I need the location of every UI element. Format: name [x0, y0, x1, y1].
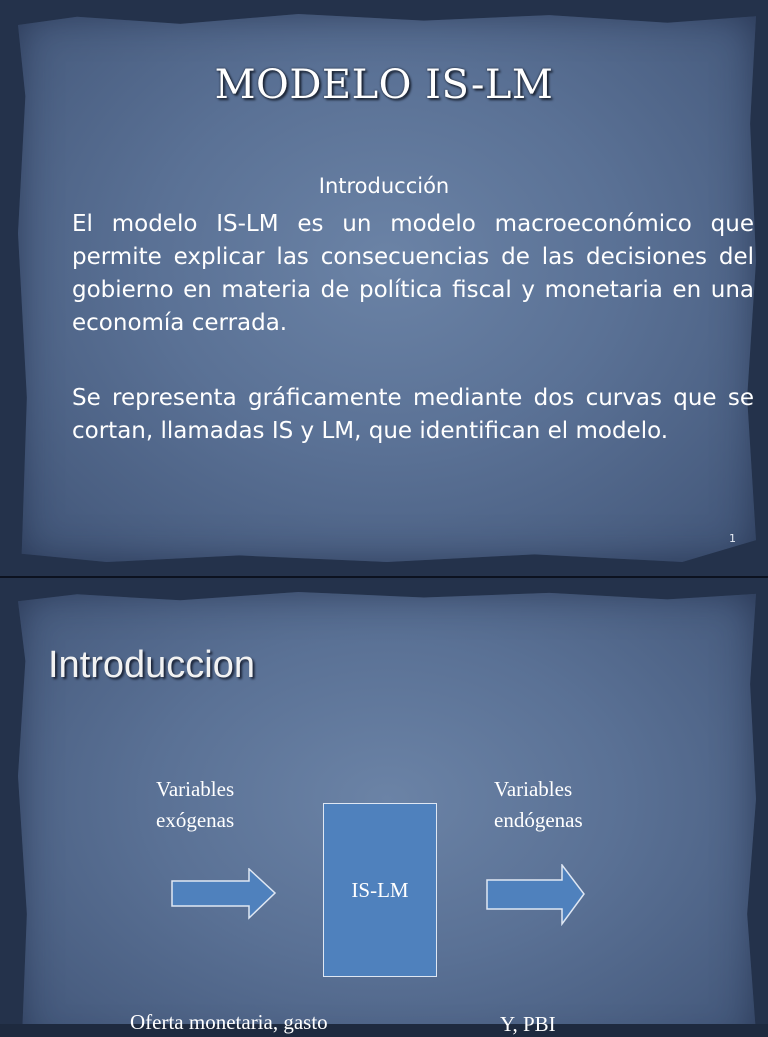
output-arrow-icon	[486, 864, 586, 926]
slide-1-paragraph-2: Se representa gráficamente mediante dos curvas que se cortan, llamadas IS y LM, que identifican el modelo.	[72, 385, 754, 444]
slide-1-subtitle: Introducción	[318, 174, 450, 198]
slide-1-title: MODELO IS-LM	[214, 62, 554, 108]
is-lm-model-box	[323, 803, 437, 977]
exogenous-variables-list: Oferta monetaria, gasto	[130, 1010, 328, 1034]
exogenous-variables-label: Variables exógenas	[156, 777, 235, 832]
slide-1-page-number: 1	[729, 532, 736, 545]
input-arrow-icon	[171, 868, 277, 920]
endogenous-variables-list: Y, PBI	[500, 1012, 556, 1036]
slide-1-paragraph-1: El modelo IS-LM es un modelo macroeconómico que permite explicar las consecuencias de las decisiones del gobierno en materia de política fiscal y monetaria en una economía cerrada.	[72, 211, 754, 336]
slide-2-title: Introduccion	[48, 644, 256, 686]
is-lm-box-label: IS-LM	[351, 877, 409, 902]
endogenous-variables-label: Variables endógenas	[494, 777, 583, 832]
